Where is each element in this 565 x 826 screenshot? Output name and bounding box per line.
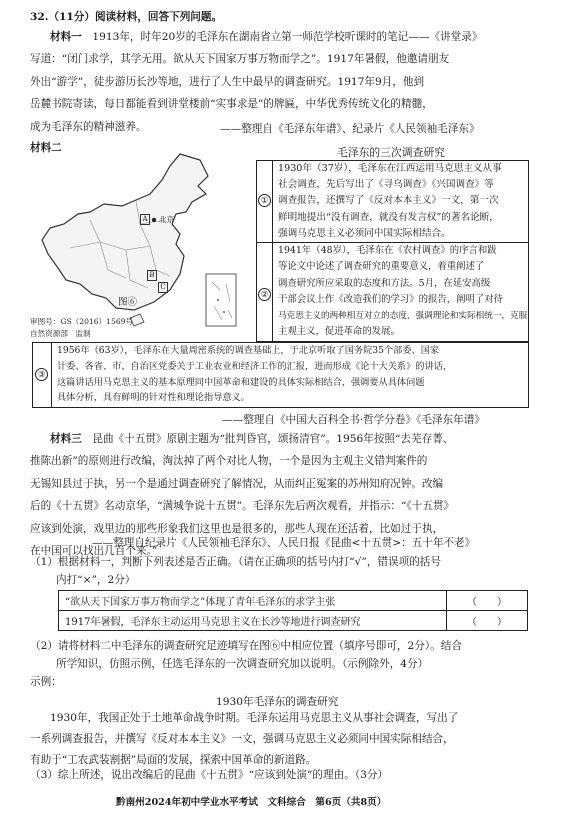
survey-table-num-col — [256, 160, 273, 342]
china-map — [30, 150, 242, 340]
true-false-table — [58, 590, 528, 631]
tf-answer-box[interactable]: （ ） — [447, 611, 528, 631]
map-review-number: 审图号：GS（2016）1569号 — [30, 317, 134, 326]
map-mark-c[interactable]: C — [158, 282, 168, 293]
q1-line-1: （1）根据材料一，判断下列表述是否正确。（请在正确项的括号内打“√”，错误项的括号 — [30, 556, 441, 568]
survey-1-text: 1930年（37岁），毛泽东在江西运用马克思主义从事 社会调查，先后写出了《寻乌调查》《兴国调查》等 调查报告，还撰写了《反对本本主义》一文，第一次 鲜明地提出“没有调查，就没有发言权”的著名论断， 强调马克思主义必须同中国实际相结合。 — [278, 163, 502, 239]
question-number-line: 32.（11分）阅读材料，回答下列问题。 — [30, 11, 223, 23]
tf-row — [59, 611, 528, 631]
survey-2-text: 1941年（48岁），毛泽东在《农村调查》的序言和跋 等论文中论述了调查研究的重要意义，着重阐述了 调查研究所应采取的态度和方法。5月，在延安高级 干部会议上作《改造我们的学习》的报告，阐明了对待 马克思主义的两种相互对立的态度，强调理论和实际相统一，克服 主观主义，促进革命的发展。 — [278, 245, 528, 338]
q3-line: （3）综上所述，说出改编后的昆曲《十五贯》“应该到处演”的理由。（3分） — [30, 769, 389, 781]
survey-2-number: ② — [258, 288, 271, 301]
tf-row — [59, 591, 528, 611]
tf-answer-box[interactable]: （ ） — [447, 591, 528, 611]
q1-line-2: 内打“×”，2分） — [56, 574, 136, 586]
page-footer: 黔南州2024年初中学业水平考试 文科综合 第6页（共8页） — [116, 797, 387, 808]
material-3: 材料三 昆曲《十五贯》原剧主题为“批判昏官，颂扬清官”。1956年按照“去芜存菁、 推陈出新”的原则进行改编，淘汰掉了两个对比人物，一个是因为主观主义错判案件的 无锡知县过于执，另一个是通过调查研究了解情况，从而纠正冤案的苏州知府况钟。改编 后的《十五贯》名动京华，“满城争说十五贯”。毛泽东先后两次观看，并指示：“《十五贯》 应该到处演，戏里边的那些形象我们这里也是很多的，那些人现在还活着，比如过于执， 在中国可以找出几百个来。” — [30, 433, 455, 558]
q2-line-1: （2）请将材料二中毛泽东的调查研究足迹填写在图⑥中相应位置（填序号即可，2分）。结合 — [30, 640, 462, 652]
survey-3-number: ③ — [35, 368, 48, 381]
material-2-source: ——整理自《中国大百科全书·哲学分卷》《毛泽东年谱》 — [222, 414, 485, 426]
material-1-source: ——整理自《毛泽东年谱》、纪录片《人民领袖毛泽东》 — [220, 123, 480, 135]
map-inset-south-china-sea — [206, 274, 236, 326]
material-1-label: 材料一 — [50, 31, 82, 43]
example-title: 1930年毛泽东的调查研究 — [216, 696, 339, 708]
survey-3-text: 1956年（63岁），毛泽东在大量周密系统的调查基础上，于北京听取了国务院35个部委、国家 计委、各省、市、自治区党委关于工业农业和经济工作的汇报，进而形成《论十大关系》的讲话， 这篇讲话用马克思主义的基本原理同中国革命和建设的具体实际相结合，强调要从具体问题 具体分析，具有鲜明的针对性和理论指导意义。 — [57, 345, 453, 404]
example-body: 1930年，我国正处于土地革命战争时期。毛泽东运用马克思主义从事社会调查，写出了 一系列调查报告，并撰写《反对本本主义》一文，强调马克思主义必须同中国实际相结合， 有助于“工农武装割据”局面的发展，探索中国革命的新道路。 — [30, 712, 459, 766]
tf-statement: “欲从天下国家万事万物而学之”体现了青年毛泽东的求学主张 — [59, 591, 447, 611]
material-3-label: 材料三 — [50, 433, 82, 445]
map-figure-label: 图⑥ — [118, 297, 138, 308]
q2-line-2: 所学知识，仿照示例，任选毛泽东的一次调查研究加以说明。（示例除外，4分） — [56, 658, 429, 670]
example-label: 示例： — [30, 676, 62, 688]
map-label-beijing: 北京 — [159, 215, 175, 224]
tf-statement: 1917年暑假，毛泽东主动运用马克思主义在长沙等地进行调查研究 — [59, 611, 447, 631]
map-mark-b[interactable]: B — [147, 270, 157, 281]
map-supervisor: 自然资源部 监制 — [30, 329, 91, 338]
map-mark-a[interactable]: A — [140, 214, 150, 225]
material-1: 材料一 1913年，时年20岁的毛泽东在湖南省立第一师范学校听课时的笔记——《讲堂录》 写道：“闭门求学，其学无用。欲从天下国家万事万物而学之”。1917年暑假，他邀请朋友 外出“游学”，徒步游历长沙等地，进行了人生中最早的调查研究。1917年9月，他到 岳麓书院寄读，每日都能看到讲堂楼前“实事求是”的牌匾，中华优秀传统文化的精髓， 成为毛泽东的精神滋养。 — [30, 31, 483, 133]
survey-1-number: ① — [258, 194, 271, 207]
material-3-source: ——整理自纪录片《人民领袖毛泽东》、人民日报《昆曲<十五贯>：五十年不老》 — [92, 537, 476, 549]
survey-table-title: 毛泽东的三次调查研究 — [337, 146, 445, 159]
material-2-label: 材料二 — [30, 142, 62, 154]
